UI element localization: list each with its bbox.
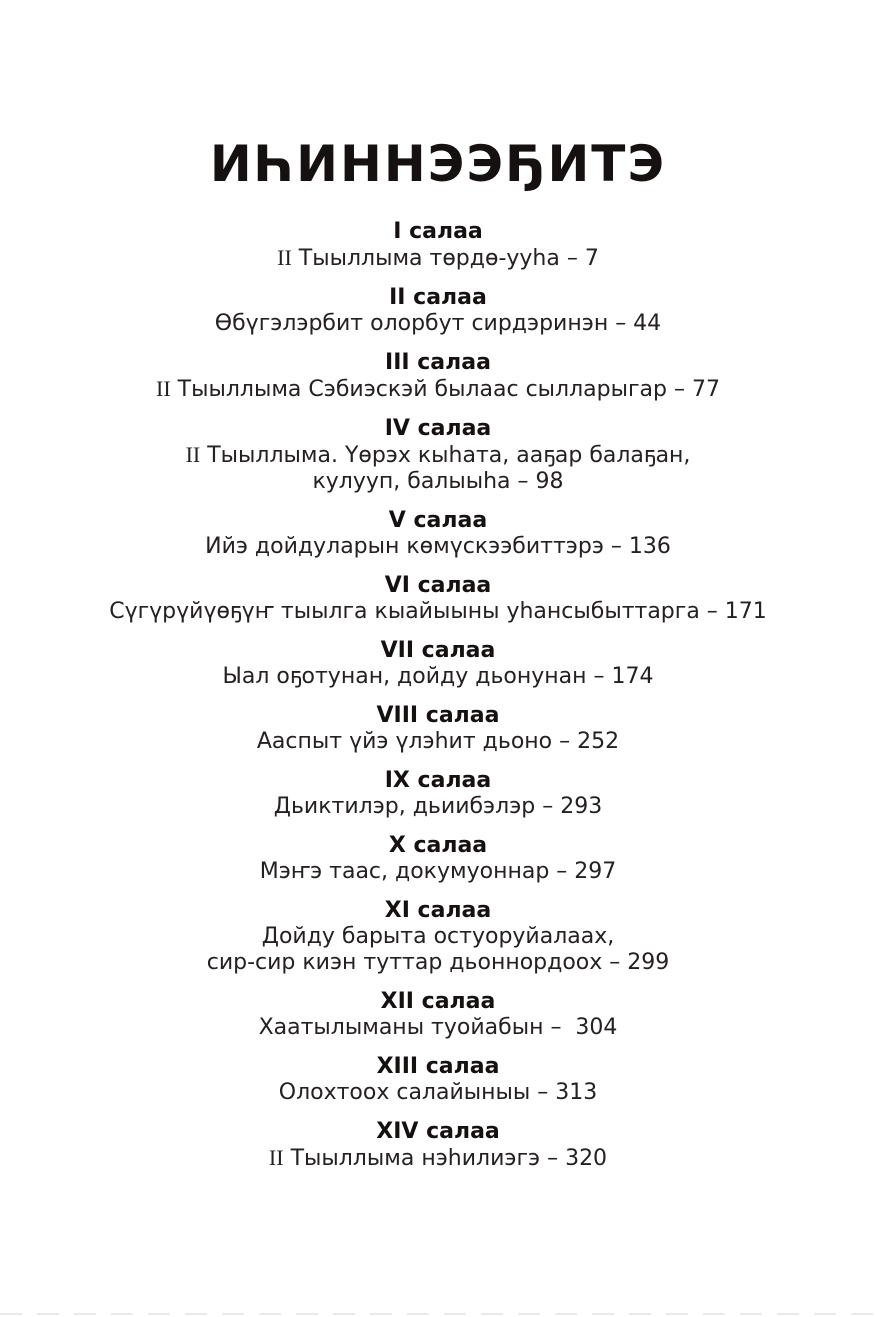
chapter-entry-line: II Тыыллыма Сэбиэскэй былаас сылларыгар – 77 bbox=[156, 375, 720, 402]
toc-chapter bbox=[0, 833, 876, 885]
chapter-entry-line: сир-сир киэн туттар дьоннордоох – 299 bbox=[206, 949, 670, 975]
chapter-header: VI салаа bbox=[384, 572, 492, 598]
chapter-header: II салаа bbox=[389, 284, 487, 310]
chapter-entry-line: Дьиктилэр, дьиибэлэр – 293 bbox=[273, 793, 603, 819]
chapter-header: XIII салаа bbox=[376, 1053, 500, 1079]
chapter-entry-line: Сүгүрүйүөҕүҥ тыылга кыайыыны уһансыбыттарга – 171 bbox=[109, 598, 767, 624]
chapter-entry-line: Ыал оҕотунан, дойду дьонунан – 174 bbox=[222, 663, 654, 689]
chapter-entry bbox=[0, 376, 876, 403]
scan-artifact-dashed-line bbox=[0, 1313, 876, 1315]
chapter-header: V салаа bbox=[388, 507, 488, 533]
chapter-entry bbox=[0, 245, 876, 272]
page-title: ИҺИННЭЭҔИТЭ bbox=[209, 135, 667, 193]
chapter-header: III салаа bbox=[385, 349, 491, 375]
chapter-entry-line: Дойду барыта остуоруйалаах, bbox=[261, 923, 615, 949]
toc-chapter bbox=[0, 508, 876, 560]
chapter-entry-line: Хаатылыманы туойабын – 304 bbox=[258, 1014, 618, 1040]
chapter-header: VII салаа bbox=[380, 637, 496, 663]
toc-chapter bbox=[0, 703, 876, 755]
chapter-header: I салаа bbox=[393, 218, 483, 244]
roman-numeral: II bbox=[185, 441, 201, 467]
chapter-header: X салаа bbox=[388, 832, 488, 858]
roman-numeral: II bbox=[268, 1144, 284, 1170]
chapter-entry-line: II Тыыллыма төрдө-ууһа – 7 bbox=[277, 244, 599, 271]
chapter-header: XII салаа bbox=[380, 988, 496, 1014]
toc-chapter bbox=[0, 573, 876, 625]
chapter-entry bbox=[0, 1015, 876, 1041]
chapter-entry bbox=[0, 599, 876, 625]
chapter-entry-line: Өбүгэлэрбит олорбут сирдэринэн – 44 bbox=[214, 310, 662, 336]
chapter-header: VIII салаа bbox=[376, 702, 500, 728]
toc-chapter bbox=[0, 416, 876, 495]
chapter-entry bbox=[0, 794, 876, 820]
toc-chapter bbox=[0, 1119, 876, 1172]
chapter-entry bbox=[0, 924, 876, 976]
toc-chapter bbox=[0, 219, 876, 272]
toc-chapter bbox=[0, 768, 876, 820]
toc-chapter bbox=[0, 350, 876, 403]
chapter-entry-line: Олохтоох салайыныы – 313 bbox=[278, 1079, 598, 1105]
chapter-entry-line: Мэҥэ таас, докумуоннар – 297 bbox=[259, 858, 617, 884]
chapter-entry bbox=[0, 442, 876, 495]
chapter-entry bbox=[0, 1080, 876, 1106]
chapter-entry-line: II Тыыллыма нэһилиэгэ – 320 bbox=[268, 1144, 608, 1171]
roman-numeral: II bbox=[156, 375, 171, 401]
roman-numeral: II bbox=[277, 244, 292, 270]
chapter-entry-line: Ийэ дойдуларын көмүскээбиттэрэ – 136 bbox=[205, 533, 671, 559]
chapter-entry-line: Ааспыт үйэ үлэһит дьоно – 252 bbox=[256, 728, 620, 754]
chapter-entry bbox=[0, 311, 876, 337]
toc-chapter bbox=[0, 638, 876, 690]
chapter-list bbox=[0, 219, 876, 1172]
chapter-header: IX салаа bbox=[384, 767, 492, 793]
toc-chapter bbox=[0, 285, 876, 337]
chapter-header: IV салаа bbox=[384, 415, 492, 441]
chapter-header: XI салаа bbox=[384, 897, 492, 923]
chapter-entry bbox=[0, 1145, 876, 1172]
chapter-entry bbox=[0, 729, 876, 755]
chapter-header: XIV салаа bbox=[376, 1118, 500, 1144]
chapter-entry bbox=[0, 534, 876, 560]
toc-chapter bbox=[0, 898, 876, 976]
chapter-entry-line: кулууп, балыыһа – 98 bbox=[312, 468, 564, 494]
chapter-entry bbox=[0, 664, 876, 690]
toc-chapter bbox=[0, 1054, 876, 1106]
chapter-entry bbox=[0, 859, 876, 885]
chapter-entry-line: II Тыыллыма. Үөрэх кыһата, ааҕар балаҕан, bbox=[185, 441, 691, 468]
toc-chapter bbox=[0, 989, 876, 1041]
